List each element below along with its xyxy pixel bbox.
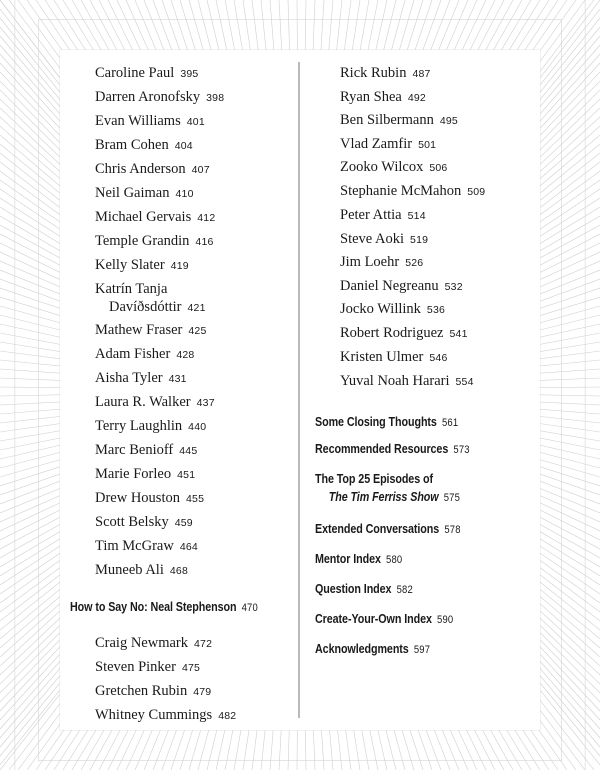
toc-entry[interactable]: Drew Houston 455	[95, 490, 205, 506]
toc-entry[interactable]: Neil Gaiman 410	[95, 185, 194, 201]
toc-entry[interactable]: Marc Benioff 445	[95, 442, 198, 458]
toc-entry[interactable]: Ben Silbermann 495	[340, 112, 458, 128]
toc-entry[interactable]: Aisha Tyler 431	[95, 370, 187, 386]
toc-entry[interactable]: Ryan Shea 492	[340, 89, 426, 105]
toc-entry[interactable]: Adam Fisher 428	[95, 346, 195, 362]
toc-entry[interactable]: Gretchen Rubin 479	[95, 683, 212, 699]
section-heading[interactable]: Some Closing Thoughts 561	[315, 415, 459, 429]
toc-entry[interactable]: Michael Gervais 412	[95, 209, 216, 225]
toc-entry[interactable]: Chris Anderson 407	[95, 161, 210, 177]
toc-entry[interactable]: Kristen Ulmer 546	[340, 349, 448, 365]
toc-entry[interactable]: Scott Belsky 459	[95, 514, 193, 530]
toc-entry[interactable]: Temple Grandin 416	[95, 233, 214, 249]
toc-entry[interactable]: Evan Williams 401	[95, 113, 205, 129]
toc-entry[interactable]: Steven Pinker 475	[95, 659, 201, 675]
section-heading[interactable]: How to Say No: Neal Stephenson 470	[70, 600, 258, 614]
toc-entry[interactable]: Mathew Fraser 425	[95, 322, 207, 338]
section-heading[interactable]: Extended Conversations 578	[315, 522, 461, 536]
toc-entry[interactable]: Whitney Cummings 482	[95, 707, 237, 723]
toc-entry[interactable]: Darren Aronofsky 398	[95, 89, 225, 105]
toc-entry[interactable]: Bram Cohen 404	[95, 137, 193, 153]
toc-entry[interactable]: Katrín Tanja Davíðsdóttir 421	[95, 281, 206, 315]
section-heading[interactable]: The Top 25 Episodes of The Tim Ferriss Show 575	[315, 472, 461, 504]
toc-entry[interactable]: Rick Rubin 487	[340, 65, 431, 81]
section-heading[interactable]: Acknowledgments 597	[315, 642, 431, 656]
toc-entry[interactable]: Muneeb Ali 468	[95, 562, 188, 578]
toc-entry[interactable]: Kelly Slater 419	[95, 257, 189, 273]
toc-entry[interactable]: Jim Loehr 526	[340, 254, 424, 270]
toc-entry[interactable]: Tim McGraw 464	[95, 538, 198, 554]
toc-entry[interactable]: Peter Attia 514	[340, 207, 426, 223]
toc-entry[interactable]: Vlad Zamfir 501	[340, 136, 437, 152]
section-heading[interactable]: Create-Your-Own Index 590	[315, 612, 454, 626]
toc-entry[interactable]: Daniel Negreanu 532	[340, 278, 463, 294]
toc-entry[interactable]: Stephanie McMahon 509	[340, 183, 486, 199]
toc-entry[interactable]: Terry Laughlin 440	[95, 418, 207, 434]
toc-entry[interactable]: Laura R. Walker 437	[95, 394, 215, 410]
toc-entry[interactable]: Craig Newmark 472	[95, 635, 213, 651]
toc-entry[interactable]: Marie Forleo 451	[95, 466, 196, 482]
section-heading[interactable]: Recommended Resources 573	[315, 442, 470, 456]
toc-entry[interactable]: Jocko Willink 536	[340, 301, 446, 317]
toc-entry[interactable]: Zooko Wilcox 506	[340, 159, 448, 175]
column-divider	[298, 62, 300, 718]
toc-entry[interactable]: Caroline Paul 395	[95, 65, 199, 81]
section-heading[interactable]: Mentor Index 580	[315, 552, 403, 566]
toc-entry[interactable]: Robert Rodriguez 541	[340, 325, 468, 341]
toc-entry[interactable]: Yuval Noah Harari 554	[340, 373, 474, 389]
section-heading[interactable]: Question Index 582	[315, 582, 413, 596]
toc-entry[interactable]: Steve Aoki 519	[340, 231, 429, 247]
